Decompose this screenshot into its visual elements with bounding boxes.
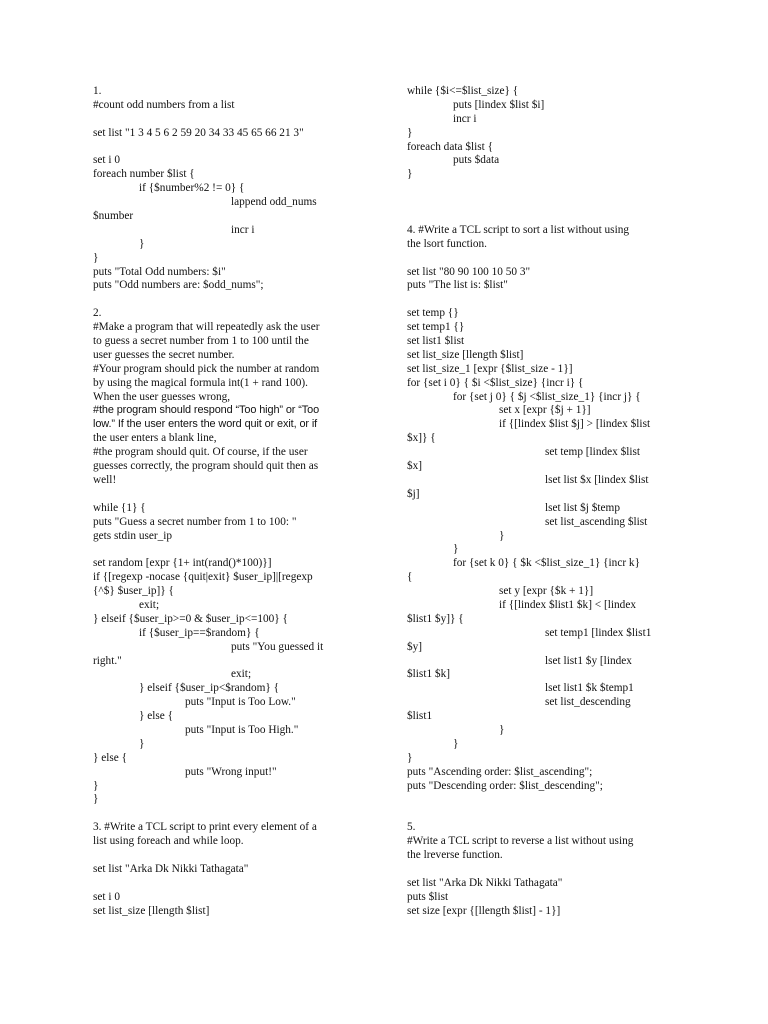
text-line: set x [expr {$j + 1}] (499, 404, 591, 417)
text-line: #Write a TCL script to reverse a list without using (407, 835, 634, 848)
text-line: set list_size_1 [expr {$list_size - 1}] (407, 362, 573, 375)
blank-line (407, 807, 669, 821)
text-line: } elseif {$user_ip>=0 & $user_ip<=100} { (93, 612, 288, 625)
text-line: $j] (407, 487, 420, 500)
right-column (407, 85, 669, 918)
text-line: set list_size [llength $list] (93, 904, 210, 917)
text-line: #Make a program that will repeatedly ask the user (93, 321, 320, 334)
text-line: set random [expr {1+ int(rand()*100)}] (93, 557, 272, 570)
text-line: gets stdin user_ip (93, 529, 173, 542)
text-line: $x]} { (407, 432, 436, 445)
text-line: for {set k 0} { $k <$list_size_1} {incr k} (453, 557, 640, 570)
blank-line (93, 807, 355, 821)
text-line: puts "Guess a secret number from 1 to 100: " (93, 515, 297, 528)
blank-line (407, 182, 669, 196)
text-line: the lsort function. (407, 237, 488, 250)
text-line: the lreverse function. (407, 848, 503, 861)
text-line: #the program should quit. Of course, if the user (93, 446, 308, 459)
text-line: if {[lindex $list1 $k] < [lindex (499, 598, 636, 611)
text-line: lset list $x [lindex $list (545, 473, 649, 486)
text-line: 4. #Write a TCL script to sort a list without using (407, 223, 630, 236)
text-line: for {set j 0} { $j <$list_size_1} {incr j} { (453, 390, 641, 403)
text-line: set list_descending (545, 696, 631, 709)
text-line: puts "Input is Too High." (185, 723, 299, 736)
text-line: incr i (453, 112, 477, 125)
text-line: #count odd numbers from a list (93, 98, 235, 111)
text-line: puts "Odd numbers are: $odd_nums"; (93, 279, 264, 292)
text-line: puts [lindex $list $i] (453, 98, 545, 111)
blank-line (407, 210, 669, 224)
text-line: while {$i<=$list_size} { (407, 85, 519, 97)
text-line: 3. #Write a TCL script to print every element of a (93, 821, 317, 834)
text-line: $list1 (407, 710, 433, 723)
text-line: } (93, 779, 99, 792)
text-line: } (93, 251, 99, 264)
blank-line (407, 293, 669, 307)
blank-line (407, 863, 669, 877)
text-line: $y] (407, 640, 423, 653)
text-line: puts "Ascending order: $list_ascending"; (407, 765, 593, 778)
text-line: the user enters a blank line, (93, 432, 217, 445)
text-line: if {[regexp -nocase {quit|exit} $user_ip]|[regexp (93, 571, 313, 584)
text-line: $list1 $k] (407, 668, 450, 681)
text-line: exit; (231, 668, 252, 681)
text-line: set i 0 (93, 154, 120, 167)
text-line: } else { (139, 710, 174, 723)
text-line: #Your program should pick the number at random (93, 362, 320, 375)
text-line: puts "Descending order: $list_descending"; (407, 779, 603, 792)
blank-line (93, 849, 355, 863)
text-line: 2. (93, 307, 102, 320)
text-line: right." (93, 654, 122, 667)
text-line: } (499, 723, 505, 736)
text-line: puts "Total Odd numbers: $i" (93, 265, 226, 278)
text-line: lappend odd_nums (231, 196, 317, 209)
text-line: lset list1 $y [lindex (545, 654, 632, 667)
blank-line (93, 877, 355, 891)
text-line: incr i (231, 223, 255, 236)
blank-line (407, 196, 669, 210)
text-line: set list_ascending $list (545, 515, 648, 528)
text-line: puts $data (453, 154, 500, 167)
text-line: set list "1 3 4 5 6 2 59 20 34 33 45 65 66 21 3" (93, 126, 304, 139)
text-line: set list "80 90 100 10 50 3" (407, 265, 531, 278)
text-line: set list "Arka Dk Nikki Tathagata" (93, 862, 249, 875)
text-line: #the program should respond “Too high” or “Too (93, 404, 320, 417)
text-line: foreach number $list { (93, 168, 195, 181)
text-line: set y [expr {$k + 1}] (499, 585, 594, 598)
text-line: list using foreach and while loop. (93, 835, 244, 848)
text-line: set list "Arka Dk Nikki Tathagata" (407, 876, 563, 889)
text-line: { (407, 571, 413, 584)
text-line: } else { (93, 751, 128, 764)
blank-line (93, 293, 355, 307)
text-line: set list_size [llength $list] (407, 348, 524, 361)
text-line: user guesses the secret number. (93, 348, 235, 361)
text-line: lset list $j $temp (545, 501, 620, 514)
text-line: } (139, 737, 145, 750)
text-line: well! (93, 473, 117, 486)
text-line: set temp [lindex $list (545, 446, 641, 459)
text-line: } (139, 237, 145, 250)
text-line: } (407, 126, 413, 139)
text-line: puts "Input is Too Low." (185, 696, 296, 709)
blank-line (407, 793, 669, 807)
blank-line (93, 543, 355, 557)
text-line: set list1 $list (407, 335, 465, 348)
text-line: set temp {} (407, 307, 459, 320)
text-line: } elseif {$user_ip<$random} { (139, 682, 280, 695)
text-line: low.” If the user enters the word quit or exit, or if (93, 418, 318, 431)
text-line: if {$user_ip==$random} { (139, 626, 260, 639)
text-line: set temp1 [lindex $list1 (545, 626, 652, 639)
text-line: } (453, 737, 459, 750)
text-line: 1. (93, 85, 102, 97)
text-line: puts "You guessed it (231, 640, 324, 653)
text-line: puts $list (407, 890, 449, 903)
text-line: {^$} $user_ip]} { (93, 585, 174, 598)
text-line: When the user guesses wrong, (93, 390, 231, 403)
text-line: foreach data $list { (407, 140, 494, 153)
text-line: by using the magical formula int(1 + rand 100). (93, 376, 308, 389)
text-line: } (453, 543, 459, 556)
text-line: $list1 $y]} { (407, 612, 464, 625)
text-line: } (407, 168, 413, 181)
text-line: puts "The list is: $list" (407, 279, 508, 292)
text-line: exit; (139, 598, 160, 611)
text-line: } (499, 529, 505, 542)
text-line: guesses correctly, the program should quit then as (93, 460, 319, 473)
blank-line (93, 488, 355, 502)
text-line: } (93, 793, 99, 806)
text-line: $number (93, 210, 134, 223)
text-line: set size [expr {[llength $list] - 1}] (407, 904, 561, 917)
text-line: 5. (407, 821, 416, 834)
text-line: puts "Wrong input!" (185, 765, 277, 778)
blank-line (93, 141, 355, 155)
left-column (93, 85, 355, 918)
text-line: set i 0 (93, 890, 120, 903)
text-line: $x] (407, 460, 423, 473)
text-line: lset list1 $k $temp1 (545, 682, 634, 695)
blank-line (407, 252, 669, 266)
text-line: if {$number%2 != 0} { (139, 182, 245, 195)
text-line: while {1} { (93, 501, 146, 514)
text-line: to guess a secret number from 1 to 100 until the (93, 335, 309, 348)
text-line: } (407, 751, 413, 764)
blank-line (93, 113, 355, 127)
text-line: set temp1 {} (407, 321, 465, 334)
text-line: if {[lindex $list $j] > [lindex $list (499, 418, 651, 431)
text-line: for {set i 0} { $i <$list_size} {incr i} { (407, 376, 584, 389)
